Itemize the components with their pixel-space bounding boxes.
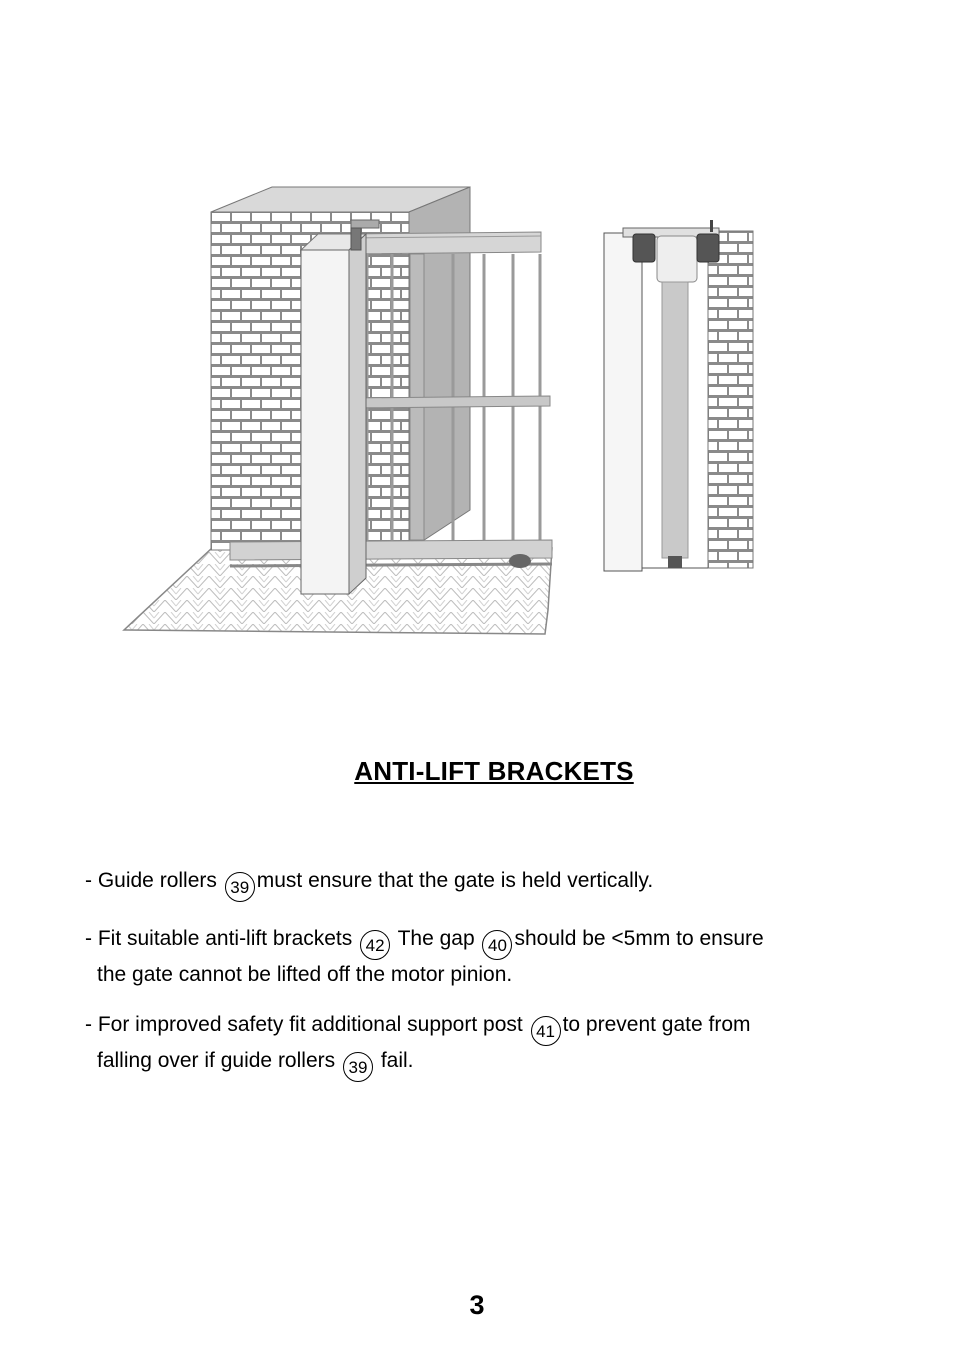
ref-badge: 39 [225,872,255,902]
ref-badge: 39 [343,1052,373,1082]
instruction-text: The gap [397,927,475,950]
instruction-anti-lift-brackets [85,924,925,989]
instruction-guide-rollers [85,866,925,902]
instruction-text: falling over if guide rollers [97,1049,336,1072]
side-view [604,220,753,571]
instruction-text: - Fit suitable anti-lift brackets [85,927,353,950]
instruction-text: - Guide rollers [85,869,217,892]
ref-badge: 40 [482,930,512,960]
ref-badge: 42 [360,930,390,960]
instruction-text: fail. [380,1049,414,1072]
instruction-text-continued: the gate cannot be lifted off the motor pinion. [97,963,513,986]
instruction-text: must ensure that the gate is held vertically. [256,869,654,892]
instruction-text: should be <5mm to ensure [514,927,764,950]
instruction-line-continued [85,1046,925,1082]
section-title: ANTI-LIFT BRACKETS [354,756,634,786]
ref-badge: 41 [531,1016,561,1046]
instruction-support-post [85,1010,925,1082]
instruction-text: - For improved safety fit additional support post [85,1013,523,1036]
page-number: 3 [469,1290,485,1320]
instruction-text: to prevent gate from [562,1013,751,1036]
